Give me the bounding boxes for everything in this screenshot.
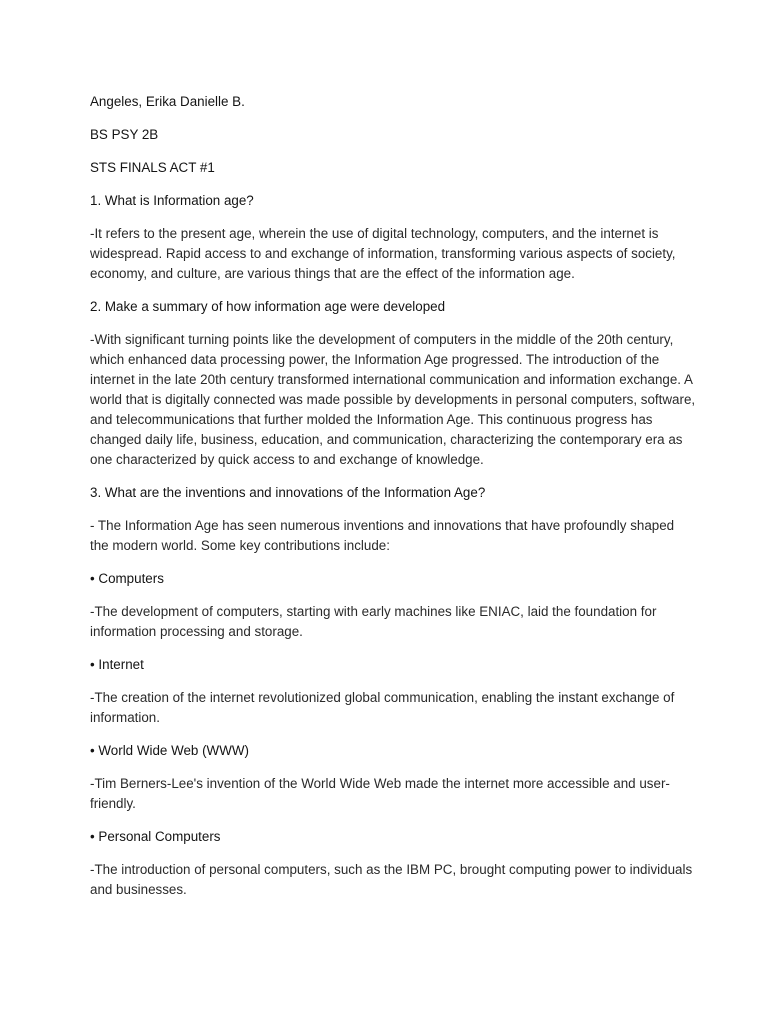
student-section: BS PSY 2B (90, 127, 159, 142)
question-3-heading: 3. What are the inventions and innovations of the Information Age? (90, 485, 486, 500)
bullet-heading-internet: • Internet (90, 657, 144, 672)
activity-title: STS FINALS ACT #1 (90, 160, 215, 175)
question-1-heading: 1. What is Information age? (90, 193, 254, 208)
bullet-heading-www: • World Wide Web (WWW) (90, 743, 249, 758)
answer-3-intro-paragraph: - The Information Age has seen numerous inventions and innovations that have profoundly shaped the modern world. Some key contributions include: (90, 518, 675, 553)
bullet-heading-computers: • Computers (90, 571, 164, 586)
bullet-text-personal-computers: -The introduction of personal computers, such as the IBM PC, brought computing power to individuals and businesses. (90, 862, 693, 897)
answer-1-paragraph: -It refers to the present age, wherein the use of digital technology, computers, and the internet is widespread. Rapid access to and exchange of information, transforming various aspects of society, economy, and culture, are various things that are the effect of the information age. (90, 226, 676, 281)
answer-2-paragraph: -With significant turning points like the development of computers in the middle of the 20th century, which enhanced data processing power, the Information Age progressed. The introduction of the internet in the late 20th century transformed international communication and information exchange. A world that is digitally connected was made possible by developments in personal computers, software, and telecommunications that further molded the Information Age. This continuous progress has changed daily life, business, education, and communication, characterizing the contemporary era as one characterized by quick access to and exchange of knowledge. (90, 332, 696, 467)
bullet-text-internet: -The creation of the internet revolutionized global communication, enabling the instant exchange of information. (90, 690, 675, 725)
bullet-heading-personal-computers: • Personal Computers (90, 829, 221, 844)
question-2-heading: 2. Make a summary of how information age were developed (90, 299, 446, 314)
student-name: Angeles, Erika Danielle B. (90, 94, 245, 109)
bullet-text-www: -Tim Berners-Lee's invention of the World Wide Web made the internet more accessible and user-friendly. (90, 776, 670, 811)
bullet-text-computers: -The development of computers, starting with early machines like ENIAC, laid the foundation for information processing and storage. (90, 604, 657, 639)
